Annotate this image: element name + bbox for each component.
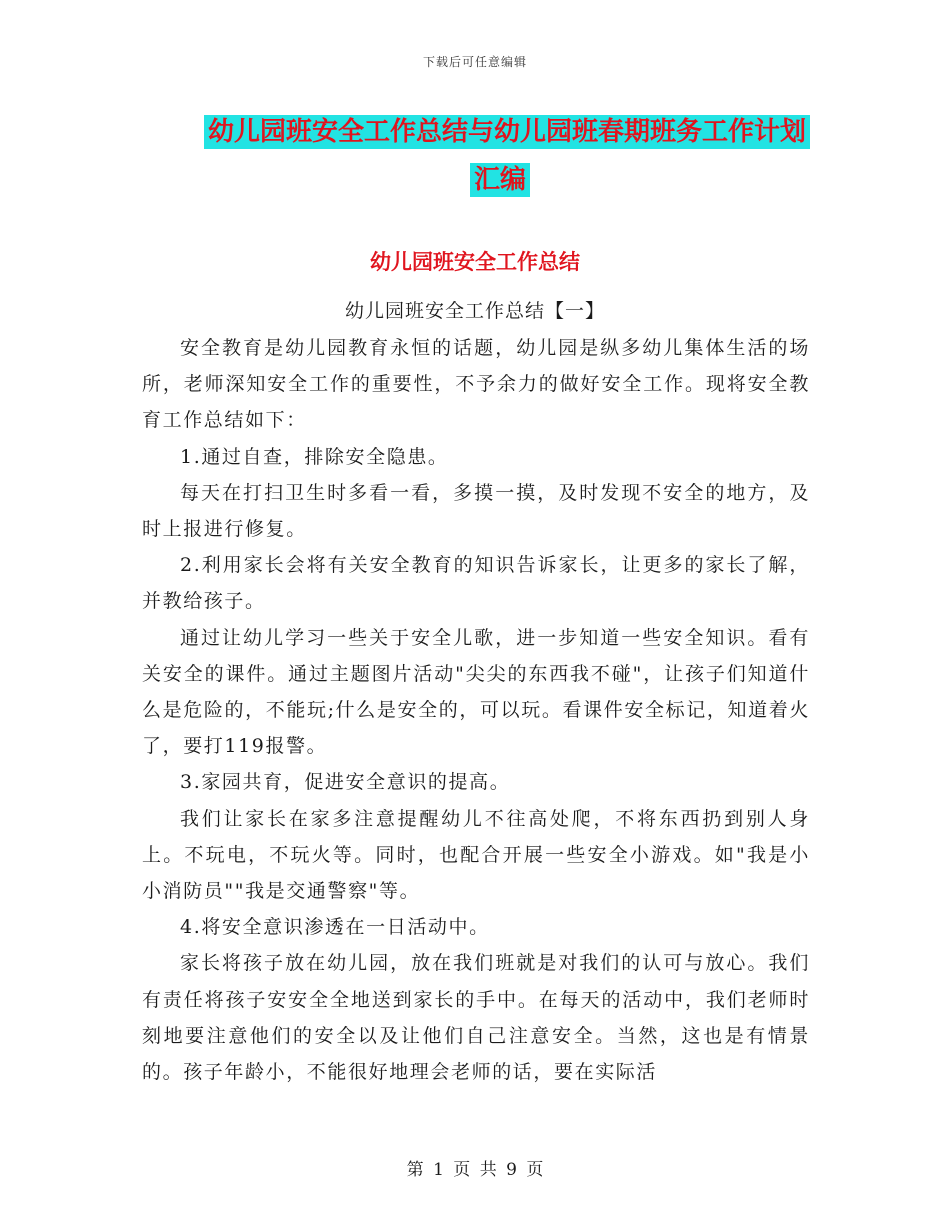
- paragraph: 安全教育是幼儿园教育永恒的话题，幼儿园是纵多幼儿集体生活的场所，老师深知安全工作的重要性，不予余力的做好安全工作。现将安全教育工作总结如下：: [142, 337, 810, 432]
- paragraph: 4.将安全意识渗透在一日活动中。: [180, 916, 490, 939]
- paragraph: 1.通过自查，排除安全隐患。: [180, 445, 449, 468]
- body-text: [142, 330, 810, 1090]
- header-note: 下载后可任意编辑: [422, 55, 527, 69]
- title-highlight: 汇编: [470, 163, 530, 197]
- paragraph: 2.利用家长会将有关安全教育的知识告诉家长，让更多的家长了解，并教给孩子。: [142, 554, 810, 613]
- paragraph: 家长将孩子放在幼儿园，放在我们班就是对我们的认可与放心。我们有责任将孩子安安全全地送到家长的手中。在每天的活动中，我们老师时刻地要注意他们的安全以及让他们自己注意安全。当然，这也是有情景的。孩子年龄小，不能很好地理会老师的话，要在实际活: [142, 952, 810, 1084]
- document-title-line1: [190, 108, 810, 156]
- subtitle: 幼儿园班安全工作总结【一】: [344, 300, 605, 322]
- section-title: 幼儿园班安全工作总结: [370, 250, 580, 274]
- title-highlight: 幼儿园班安全工作总结与幼儿园班春期班务工作计划: [204, 115, 810, 149]
- page-footer: 第 1 页 共 9 页: [406, 1160, 544, 1180]
- document-title-line2: [190, 156, 810, 204]
- paragraph: 通过让幼儿学习一些关于安全儿歌，进一步知道一些安全知识。看有关安全的课件。通过主题图片活动"尖尖的东西我不碰"，让孩子们知道什么是危险的，不能玩;什么是安全的，可以玩。看课件安全标记，知道着火了，要打119报警。: [142, 626, 810, 758]
- paragraph: 我们让家长在家多注意提醒幼儿不往高处爬，不将东西扔到别人身上。不玩电，不玩火等。同时，也配合开展一些安全小游戏。如"我是小小消防员""我是交通警察"等。: [142, 807, 810, 903]
- paragraph: 每天在打扫卫生时多看一看，多摸一摸，及时发现不安全的地方，及时上报进行修复。: [142, 481, 810, 541]
- paragraph: 3.家园共育，促进安全意识的提高。: [180, 771, 511, 794]
- document-title: [190, 108, 810, 204]
